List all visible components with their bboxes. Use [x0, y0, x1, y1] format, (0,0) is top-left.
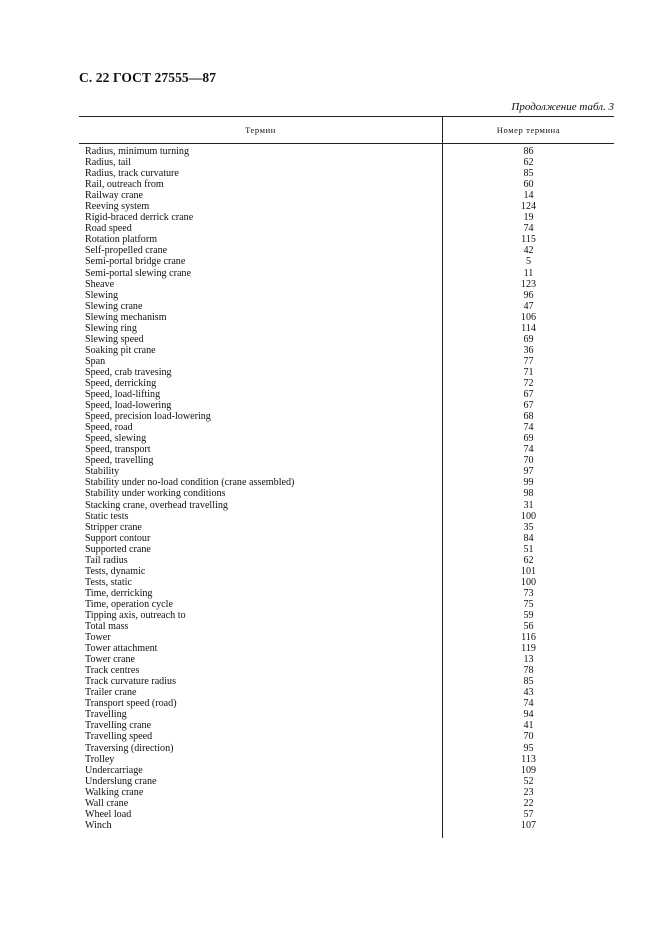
table-row: [79, 356, 614, 367]
term-number-cell: 23: [523, 786, 534, 798]
term-number-cell: 56: [523, 621, 534, 633]
term-cell: Winch: [85, 819, 112, 831]
term-number-cell: 74: [523, 223, 534, 235]
table-row: [79, 301, 614, 312]
term-cell: Speed, precision load-lowering: [85, 411, 211, 423]
table-row: [79, 168, 614, 179]
table-row: [79, 621, 614, 632]
table-row: [79, 290, 614, 301]
table-row: [79, 279, 614, 290]
table-row: [79, 632, 614, 643]
table-row: [79, 212, 614, 223]
term-number-cell: 86: [523, 146, 534, 157]
table-row: [79, 588, 614, 599]
term-cell: Reeving system: [85, 201, 150, 213]
table-row: [79, 268, 614, 279]
table-row: [79, 577, 614, 588]
term-number-cell: 41: [523, 720, 534, 732]
table-row: [79, 488, 614, 499]
term-number-cell: 13: [523, 654, 534, 666]
table-row: [79, 466, 614, 477]
table-row: [79, 566, 614, 577]
table-row: [79, 511, 614, 522]
term-number-cell: 57: [523, 808, 534, 820]
term-cell: Tipping axis, outreach to: [85, 609, 186, 621]
term-cell: Track curvature radius: [85, 676, 177, 688]
table-row: [79, 798, 614, 809]
term-number-cell: 84: [523, 532, 534, 544]
term-number-cell: 78: [523, 665, 534, 677]
term-number-cell: 113: [521, 753, 536, 765]
term-number-cell: 74: [523, 698, 534, 710]
table-row: [79, 190, 614, 201]
term-number-cell: 85: [523, 676, 534, 688]
term-number-cell: 98: [523, 488, 534, 500]
table-row: [79, 157, 614, 168]
term-number-cell: 123: [520, 278, 537, 290]
term-number-cell: 115: [521, 234, 536, 246]
term-cell: Railway crane: [85, 190, 144, 202]
table-row: [79, 720, 614, 731]
table-row: [79, 610, 614, 621]
table-row: [79, 245, 614, 256]
term-cell: Stability: [85, 466, 120, 478]
term-cell: Rotation platform: [85, 234, 158, 246]
table-row: [79, 500, 614, 511]
term-cell: Speed, load-lowering: [85, 400, 172, 412]
table-row: [79, 676, 614, 687]
term-number-cell: 72: [523, 377, 534, 389]
term-number-cell: 62: [523, 554, 534, 566]
table-row: [79, 698, 614, 709]
term-cell: Speed, derricking: [85, 377, 157, 389]
table-row: [79, 544, 614, 555]
term-number-cell: 100: [520, 576, 537, 588]
term-number-cell: 99: [523, 477, 534, 489]
table-row: [79, 709, 614, 720]
term-number-cell: 19: [523, 212, 534, 224]
term-number-cell: 85: [523, 168, 534, 180]
term-cell: Semi-portal bridge crane: [85, 256, 186, 268]
term-number-cell: 42: [523, 245, 534, 257]
column-header-number: Номер термина: [496, 125, 561, 135]
term-number-cell: 106: [520, 311, 537, 323]
table-row: [79, 533, 614, 544]
term-number-cell: 70: [523, 455, 534, 467]
term-cell: Tower attachment: [85, 643, 158, 655]
table-row: [79, 422, 614, 433]
term-number-cell: 51: [523, 543, 534, 555]
term-cell: Travelling: [85, 709, 127, 721]
term-cell: Tests, static: [85, 576, 132, 588]
term-cell: Stability under no-load condition (crane assembled): [85, 477, 295, 489]
term-cell: Tower: [85, 632, 111, 644]
terms-table: [79, 116, 614, 831]
term-cell: Tests, dynamic: [85, 565, 146, 577]
table-row: [79, 367, 614, 378]
table-row: [79, 345, 614, 356]
term-number-cell: 73: [523, 587, 534, 599]
table-row: [79, 444, 614, 455]
term-cell: Stacking crane, overhead travelling: [85, 499, 228, 511]
term-cell: Supported crane: [85, 543, 151, 555]
table-row: [79, 643, 614, 654]
term-number-cell: 5: [525, 256, 532, 268]
term-number-cell: 35: [523, 521, 534, 533]
term-cell: Radius, minimum turning: [85, 146, 190, 157]
term-cell: Slewing mechanism: [85, 311, 167, 323]
term-cell: Trailer crane: [85, 687, 137, 699]
term-cell: Transport speed (road): [85, 698, 177, 710]
term-cell: Tail radius: [85, 554, 128, 566]
table-row: [79, 411, 614, 422]
table-row: [79, 809, 614, 820]
table-row: [79, 665, 614, 676]
term-cell: Time, operation cycle: [85, 598, 173, 610]
table-row: [79, 433, 614, 444]
term-cell: Slewing speed: [85, 333, 144, 345]
term-cell: Static tests: [85, 510, 129, 522]
term-cell: Trolley: [85, 753, 115, 765]
term-number-cell: 77: [523, 355, 534, 367]
term-number-cell: 62: [523, 157, 534, 169]
term-cell: Total mass: [85, 621, 129, 633]
table-row: [79, 765, 614, 776]
term-cell: Stability under working conditions: [85, 488, 226, 500]
term-cell: Slewing: [85, 289, 119, 301]
term-number-cell: 14: [523, 190, 534, 202]
table-header: [79, 116, 614, 144]
table-row: [79, 455, 614, 466]
table-row: [79, 400, 614, 411]
term-number-cell: 47: [523, 300, 534, 312]
term-cell: Slewing crane: [85, 300, 143, 312]
table-row: [79, 477, 614, 488]
term-number-cell: 96: [523, 289, 534, 301]
term-cell: Walking crane: [85, 786, 144, 798]
term-number-cell: 67: [523, 400, 534, 412]
term-cell: Sheave: [85, 278, 115, 290]
table-row: [79, 201, 614, 212]
term-cell: Semi-portal slewing crane: [85, 267, 191, 279]
term-cell: Rail, outreach from: [85, 179, 164, 191]
term-number-cell: 67: [523, 389, 534, 401]
table-row: [79, 654, 614, 665]
term-number-cell: 124: [520, 201, 537, 213]
term-cell: Slewing ring: [85, 322, 137, 334]
term-number-cell: 74: [523, 422, 534, 434]
term-number-cell: 95: [523, 742, 534, 754]
term-number-cell: 11: [523, 267, 534, 279]
term-cell: Speed, travelling: [85, 455, 154, 467]
term-cell: Self-propelled crane: [85, 245, 168, 257]
table-row: [79, 378, 614, 389]
table-row: [79, 599, 614, 610]
term-cell: Travelling crane: [85, 720, 152, 732]
table-row: [79, 334, 614, 345]
term-number-cell: 71: [523, 366, 534, 378]
term-number-cell: 97: [523, 466, 534, 478]
term-cell: Speed, crab travesing: [85, 366, 172, 378]
term-number-cell: 36: [523, 344, 534, 356]
table-row: [79, 820, 614, 831]
term-number-cell: 75: [523, 598, 534, 610]
term-cell: Speed, road: [85, 422, 133, 434]
term-cell: Track centres: [85, 665, 140, 677]
term-number-cell: 60: [523, 179, 534, 191]
term-number-cell: 116: [521, 632, 536, 644]
term-number-cell: 22: [523, 797, 534, 809]
term-number-cell: 70: [523, 731, 534, 743]
term-cell: Span: [85, 355, 106, 367]
table-row: [79, 787, 614, 798]
term-number-cell: 69: [523, 433, 534, 445]
table-row: [79, 234, 614, 245]
term-cell: Speed, load-lifting: [85, 389, 161, 401]
page-header: С. 22 ГОСТ 27555—87: [79, 70, 217, 85]
term-number-cell: 52: [523, 775, 534, 787]
term-number-cell: 107: [520, 819, 537, 831]
term-number-cell: 59: [523, 609, 534, 621]
term-number-cell: 31: [523, 499, 534, 511]
term-number-cell: 101: [520, 565, 537, 577]
term-number-cell: 114: [521, 322, 536, 334]
term-number-cell: 74: [523, 444, 534, 456]
table-row: [79, 731, 614, 742]
table-row: [79, 389, 614, 400]
term-number-cell: 100: [520, 510, 537, 522]
term-cell: Road speed: [85, 223, 132, 235]
term-cell: Speed, slewing: [85, 433, 147, 445]
term-cell: Tower crane: [85, 654, 136, 666]
term-cell: Rigid-braced derrick crane: [85, 212, 194, 224]
term-cell: Undercarriage: [85, 764, 143, 776]
term-number-cell: 119: [521, 643, 536, 655]
table-row: [79, 146, 614, 157]
table-row: [79, 522, 614, 533]
term-cell: Underslung crane: [85, 775, 157, 787]
term-cell: Stripper crane: [85, 521, 142, 533]
term-cell: Wall crane: [85, 797, 129, 809]
table-row: [79, 776, 614, 787]
table-row: [79, 256, 614, 267]
table-row: [79, 312, 614, 323]
term-cell: Radius, track curvature: [85, 168, 179, 180]
term-number-cell: 94: [523, 709, 534, 721]
term-number-cell: 109: [520, 764, 537, 776]
term-cell: Traversing (direction): [85, 742, 174, 754]
table-row: [79, 223, 614, 234]
table-row: [79, 687, 614, 698]
table-row: [79, 179, 614, 190]
table-row: [79, 754, 614, 765]
term-cell: Soaking pit crane: [85, 344, 156, 356]
term-cell: Support contour: [85, 532, 151, 544]
term-number-cell: 69: [523, 333, 534, 345]
table-row: [79, 743, 614, 754]
column-header-term: Термин: [245, 125, 276, 135]
table-body: [79, 146, 614, 831]
term-cell: Travelling speed: [85, 731, 153, 743]
table-continuation-label: Продолжение табл. 3: [511, 101, 614, 113]
table-row: [79, 323, 614, 334]
term-cell: Wheel load: [85, 808, 132, 820]
term-cell: Speed, transport: [85, 444, 151, 456]
table-row: [79, 555, 614, 566]
term-cell: Time, derricking: [85, 587, 153, 599]
term-cell: Radius, tail: [85, 157, 131, 169]
term-number-cell: 43: [523, 687, 534, 699]
term-number-cell: 68: [523, 411, 534, 423]
